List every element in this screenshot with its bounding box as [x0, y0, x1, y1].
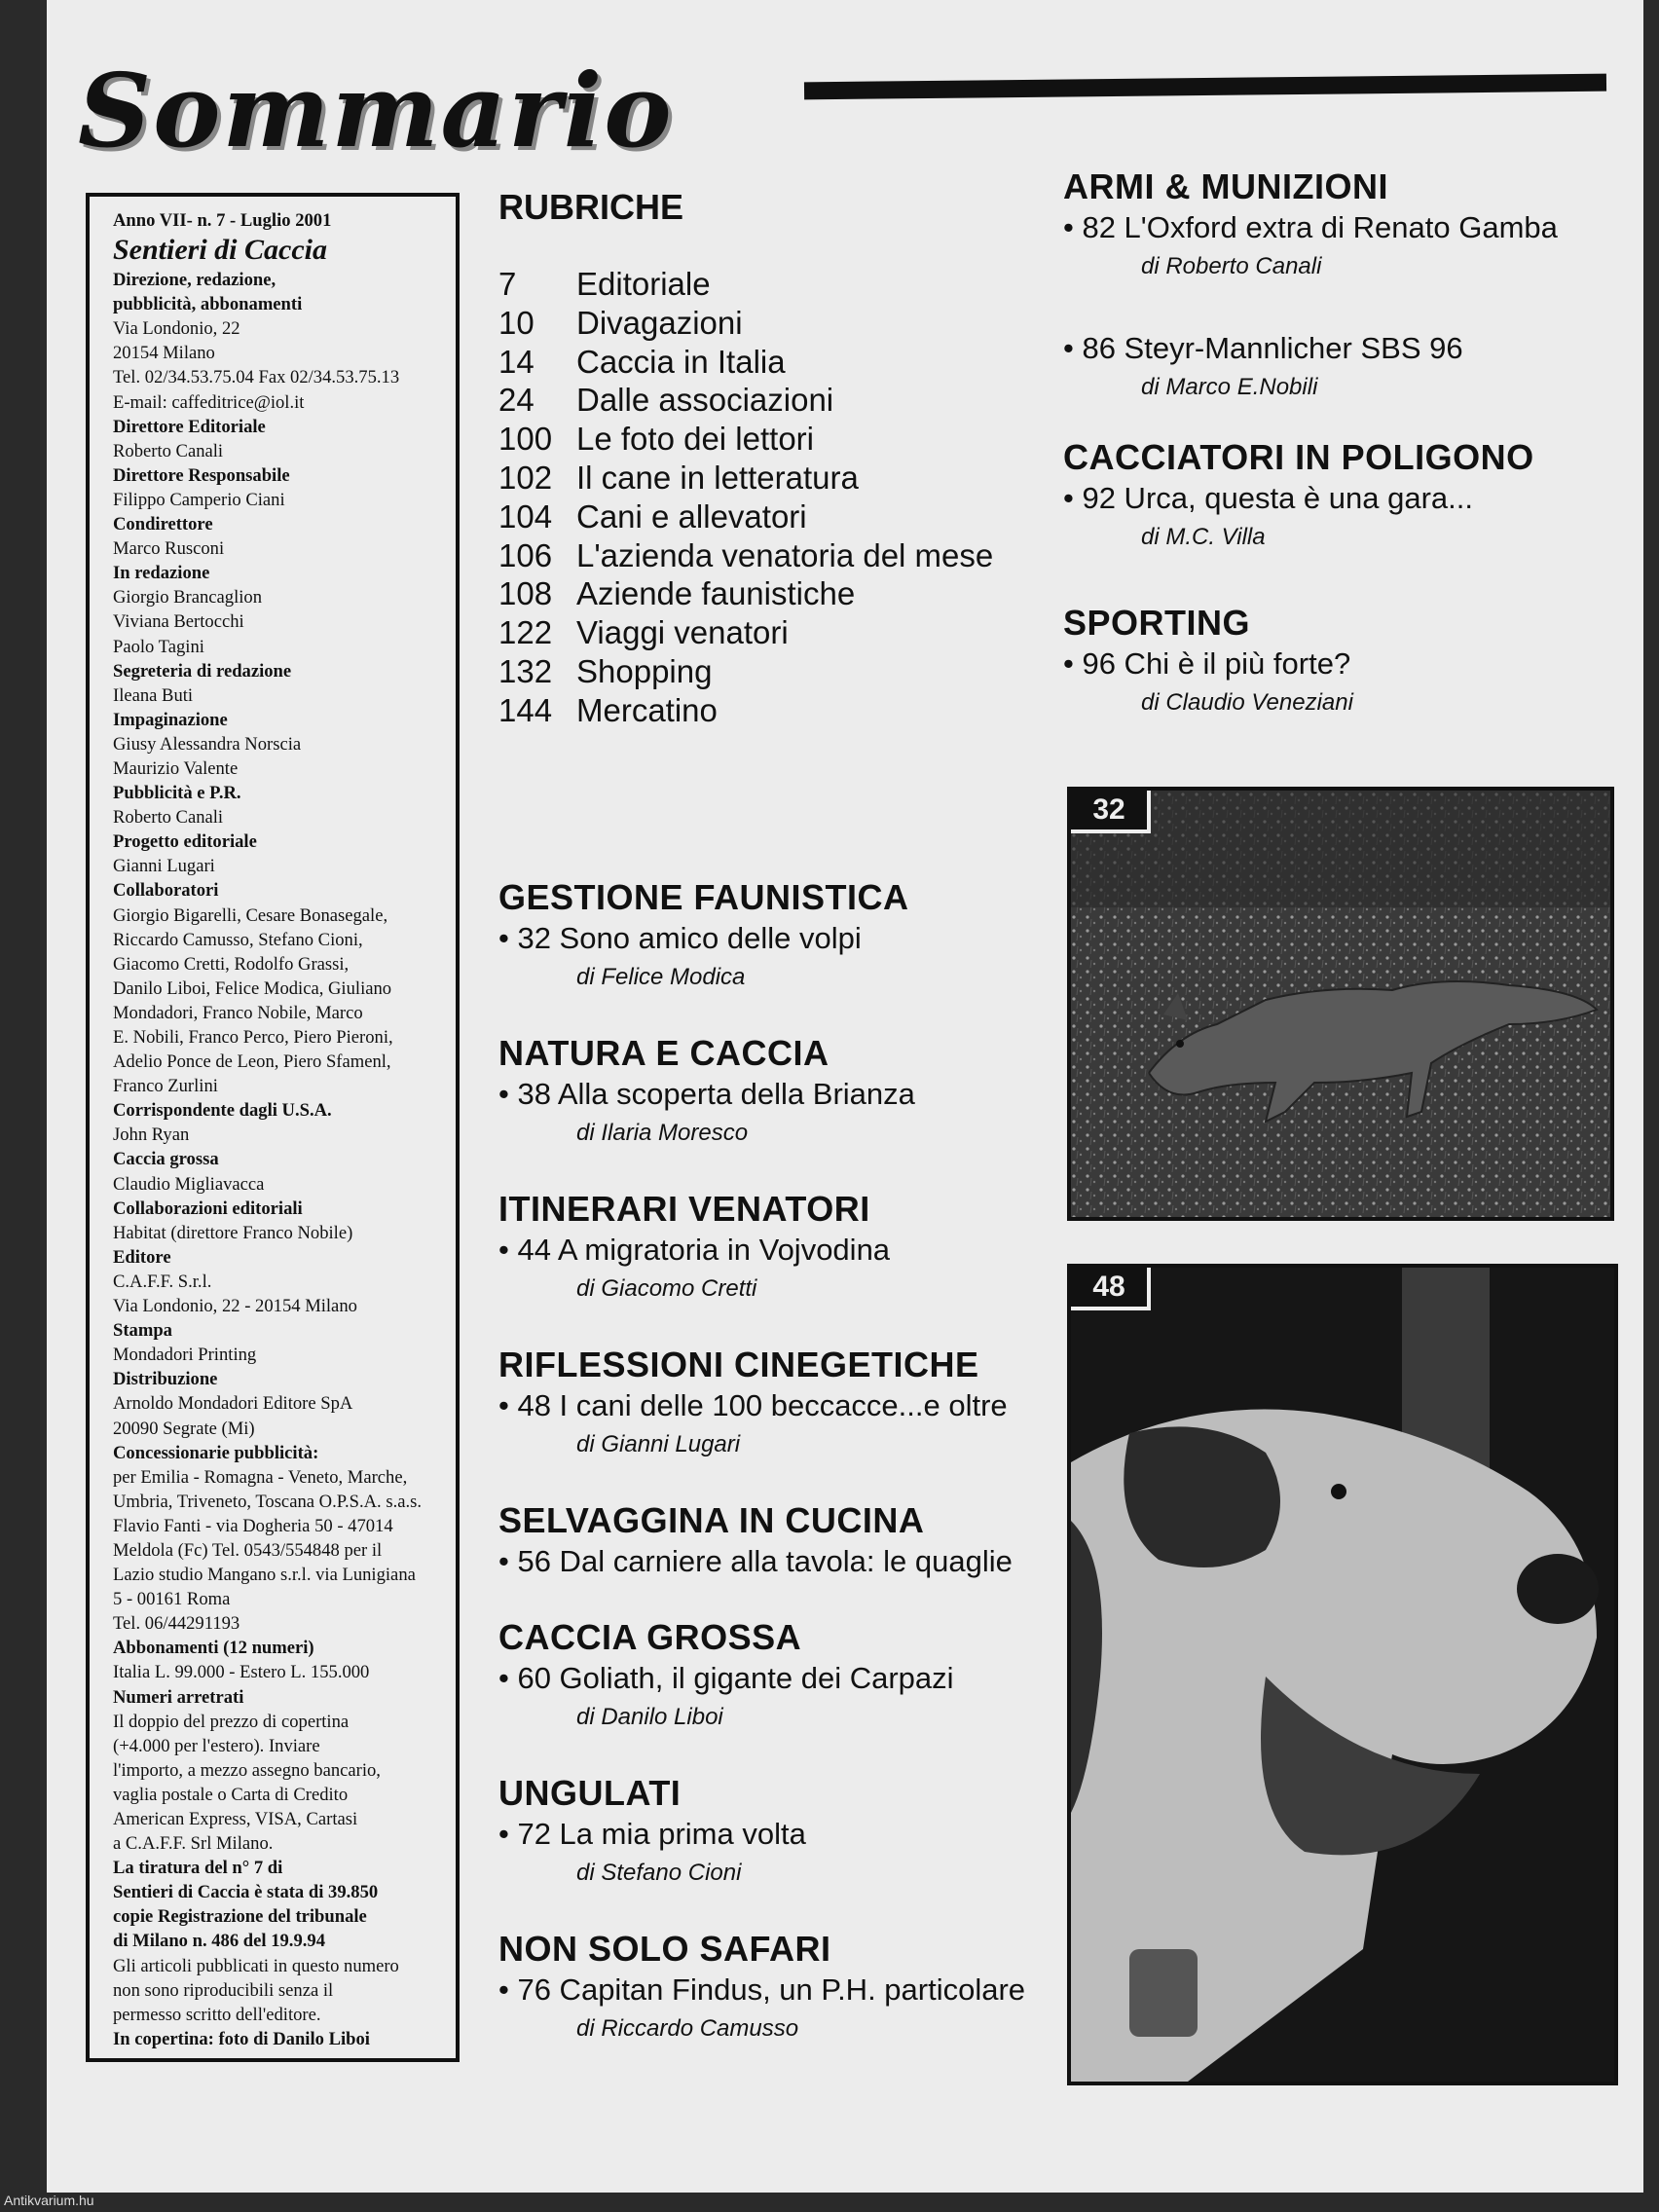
rubrica-title: Mercatino [576, 691, 718, 728]
masthead-text: Giacomo Cretti, Rodolfo Grassi, [113, 953, 350, 975]
article-entry[interactable]: • 82 L'Oxford extra di Renato Gamba [1063, 210, 1558, 244]
section-gestione-faunistica [498, 876, 909, 997]
rubrica-item[interactable] [498, 613, 993, 652]
rubrica-page-number: 104 [498, 498, 553, 535]
rubrica-page-number: 10 [498, 304, 535, 341]
masthead-label: Stampa [113, 1320, 172, 1342]
section-natura-caccia [498, 1032, 915, 1153]
section-non-solo-safari [498, 1928, 1025, 2048]
rubrica-item[interactable] [498, 381, 993, 420]
dog-image [1071, 1268, 1614, 2082]
masthead-box [86, 193, 460, 2062]
masthead-text: Habitat (direttore Franco Nobile) [113, 1222, 353, 1243]
dog-photo [1067, 1264, 1618, 2085]
article-entry[interactable]: • 96 Chi è il più forte? [1063, 646, 1351, 681]
rubrica-title: Viaggi venatori [576, 614, 789, 651]
masthead-text: Viviana Bertocchi [113, 611, 244, 633]
masthead-text: non sono riproducibili senza il [113, 1979, 334, 2001]
masthead-label: Sentieri di Caccia è stata di 39.850 [113, 1882, 379, 1903]
article-author: di Giacomo Cretti [576, 1275, 757, 1302]
masthead-text: Giorgio Bigarelli, Cesare Bonasegale, [113, 904, 388, 926]
masthead-text: Ileana Buti [113, 684, 194, 706]
masthead-label: Editore [113, 1246, 171, 1268]
rubrica-title: Dalle associazioni [576, 382, 834, 419]
rubrica-title: Il cane in letteratura [576, 459, 859, 496]
masthead-label: Collaboratori [113, 880, 219, 902]
fox-image [1071, 791, 1610, 1217]
page-title: Sommario [78, 51, 674, 170]
rubrica-page-number: 7 [498, 266, 517, 302]
article-entry[interactable]: • 48 I cani delle 100 beccacce...e oltre [498, 1388, 1008, 1422]
masthead-text: Adelio Ponce de Leon, Piero Sfamenl, [113, 1051, 391, 1073]
masthead-text: Gianni Lugari [113, 856, 215, 877]
section-heading: CACCIATORI IN POLIGONO [1063, 437, 1534, 477]
rubrica-page-number: 106 [498, 536, 553, 573]
masthead-label: Progetto editoriale [113, 831, 257, 853]
masthead-label: Anno VII- n. 7 - Luglio 2001 [113, 210, 332, 231]
masthead-label: Collaborazioni editoriali [113, 1198, 303, 1219]
rubrica-item[interactable] [498, 459, 993, 498]
masthead-label: Pubblicità e P.R. [113, 783, 241, 804]
section-heading: RIFLESSIONI CINEGETICHE [498, 1345, 979, 1384]
rubrica-title: Shopping [576, 652, 713, 689]
rubrica-item[interactable] [498, 304, 993, 343]
article-entry[interactable]: • 56 Dal carniere alla tavola: le quaglie [498, 1544, 1013, 1578]
masthead-text: Umbria, Triveneto, Toscana O.P.S.A. s.a.s. [113, 1491, 423, 1512]
masthead-label: Caccia grossa [113, 1149, 219, 1170]
masthead-text: l'importo, a mezzo assegno bancario, [113, 1759, 381, 1781]
article-author: di M.C. Villa [1141, 524, 1266, 550]
rubriche-list [498, 265, 993, 730]
masthead-text: permesso scritto dell'editore. [113, 2004, 321, 2025]
rubrica-title: Aziende faunistiche [576, 575, 856, 612]
rubrica-title: Caccia in Italia [576, 343, 786, 380]
article-author: di Marco E.Nobili [1141, 374, 1318, 400]
masthead-text: Roberto Canali [113, 807, 224, 829]
rubrica-item[interactable] [498, 652, 993, 691]
masthead-label: Distribuzione [113, 1369, 218, 1390]
masthead-text: Riccardo Camusso, Stefano Cioni, [113, 929, 363, 950]
masthead-label: Impaginazione [113, 709, 228, 730]
masthead-text: Marco Rusconi [113, 538, 225, 560]
rubrica-item[interactable] [498, 265, 993, 304]
masthead-text: Paolo Tagini [113, 636, 204, 657]
masthead-label: Direttore Responsabile [113, 464, 290, 486]
article-entry[interactable]: • 76 Capitan Findus, un P.H. particolare [498, 1972, 1026, 2007]
article-entry[interactable]: • 44 A migratoria in Vojvodina [498, 1233, 891, 1267]
article-entry[interactable]: • 92 Urca, questa è una gara... [1063, 481, 1473, 515]
masthead-text: Il doppio del prezzo di copertina [113, 1711, 350, 1732]
masthead-text: American Express, VISA, Cartasi [113, 1809, 358, 1829]
masthead-text: Lazio studio Mangano s.r.l. via Lunigiana [113, 1565, 416, 1586]
section-itinerari-venatori [498, 1188, 890, 1309]
rubrica-item[interactable] [498, 536, 993, 575]
masthead-label: Segreteria di redazione [113, 660, 292, 682]
masthead-text: Tel. 06/44291193 [113, 1613, 240, 1635]
masthead-text: Giorgio Brancaglion [113, 587, 263, 608]
masthead-text: E-mail: caffeditrice@iol.it [113, 391, 305, 413]
rubrica-title: L'azienda venatoria del mese [576, 536, 994, 573]
article-author: di Roberto Canali [1141, 253, 1322, 279]
masthead-logo: Sentieri di Caccia [113, 234, 327, 267]
masthead-text: Tel. 02/34.53.75.04 Fax 02/34.53.75.13 [113, 367, 400, 388]
rubrica-page-number: 108 [498, 575, 553, 612]
masthead-text: Franco Zurlini [113, 1076, 218, 1097]
masthead-text: Giusy Alessandra Norscia [113, 733, 302, 755]
masthead-text: 20090 Segrate (Mi) [113, 1418, 255, 1439]
masthead-text: Roberto Canali [113, 440, 224, 461]
masthead-label: Corrispondente dagli U.S.A. [113, 1100, 332, 1122]
rubrica-page-number: 102 [498, 459, 553, 496]
masthead-text: John Ryan [113, 1124, 190, 1146]
masthead-text: Maurizio Valente [113, 757, 239, 779]
masthead-text: C.A.F.F. S.r.l. [113, 1271, 212, 1292]
masthead-text: Via Londonio, 22 - 20154 Milano [113, 1296, 357, 1317]
masthead-text: a C.A.F.F. Srl Milano. [113, 1833, 274, 1855]
rubrica-page-number: 132 [498, 652, 553, 689]
masthead-label: Condirettore [113, 514, 213, 535]
masthead-label: Direttore Editoriale [113, 416, 266, 437]
section-heading: ITINERARI VENATORI [498, 1189, 870, 1229]
rubrica-title: Cani e allevatori [576, 498, 807, 535]
article-author: di Riccardo Camusso [576, 2015, 799, 2042]
masthead-label: In copertina: foto di Danilo Liboi [113, 2028, 370, 2049]
masthead-label: copie Registrazione del tribunale [113, 1906, 367, 1928]
section-caccia-grossa [498, 1616, 954, 1737]
section-heading: SELVAGGINA IN CUCINA [498, 1500, 925, 1540]
rubrica-item[interactable] [498, 420, 993, 459]
masthead-text: vaglia postale o Carta di Credito [113, 1784, 349, 1805]
section-heading: NATURA E CACCIA [498, 1033, 830, 1073]
article-author: di Stefano Cioni [576, 1860, 742, 1886]
section-heading: ARMI & MUNIZIONI [1063, 166, 1388, 206]
masthead-label: di Milano n. 486 del 19.9.94 [113, 1931, 325, 1952]
rubrica-page-number: 100 [498, 421, 553, 458]
article-entry[interactable]: • 38 Alla scoperta della Brianza [498, 1077, 915, 1111]
rubrica-item[interactable] [498, 498, 993, 536]
masthead-label: La tiratura del n° 7 di [113, 1858, 283, 1879]
section-heading: SPORTING [1063, 603, 1251, 643]
rubriche-heading: RUBRICHE [498, 187, 684, 227]
watermark-text: Antikvarium.hu [4, 2193, 94, 2208]
article-entry[interactable]: • 72 La mia prima volta [498, 1817, 806, 1851]
masthead-text: (+4.000 per l'estero). Inviare [113, 1735, 320, 1756]
fox-photo [1067, 787, 1614, 1221]
masthead-text: Claudio Migliavacca [113, 1173, 265, 1195]
masthead-label: Abbonamenti (12 numeri) [113, 1638, 314, 1659]
rubrica-title: Le foto dei lettori [576, 421, 814, 458]
article-author: di Felice Modica [576, 964, 746, 990]
rubrica-page-number: 14 [498, 343, 535, 380]
section-ungulati [498, 1772, 806, 1893]
rubrica-title: Divagazioni [576, 304, 743, 341]
section-selvaggina-cucina [498, 1499, 1013, 1581]
photo-page-badge: 48 [1071, 1268, 1151, 1310]
section-heading: NON SOLO SAFARI [498, 1929, 831, 1969]
section-armi-munizioni [1063, 166, 1558, 407]
section-cacciatori-poligono [1063, 436, 1534, 557]
masthead-text: Via Londonio, 22 [113, 318, 240, 340]
masthead-label: Direzione, redazione, [113, 270, 276, 291]
rubrica-item[interactable] [498, 691, 993, 730]
article-author: di Ilaria Moresco [576, 1120, 749, 1146]
masthead-text: Meldola (Fc) Tel. 0543/554848 per il [113, 1539, 383, 1561]
masthead-text: 20154 Milano [113, 343, 215, 364]
article-entry[interactable]: • 32 Sono amico delle volpi [498, 921, 862, 955]
rubrica-item[interactable] [498, 343, 993, 382]
masthead-text: E. Nobili, Franco Perco, Piero Pieroni, [113, 1027, 393, 1048]
rubrica-item[interactable] [498, 574, 993, 613]
rubrica-title: Editoriale [576, 266, 711, 302]
masthead-text: Italia L. 99.000 - Estero L. 155.000 [113, 1662, 370, 1683]
masthead-text: Mondadori, Franco Nobile, Marco [113, 1002, 363, 1023]
photo-page-badge: 32 [1071, 791, 1151, 833]
rubrica-page-number: 24 [498, 382, 535, 419]
masthead-label: In redazione [113, 563, 210, 584]
masthead-label: pubblicità, abbonamenti [113, 294, 303, 315]
masthead-text: Flavio Fanti - via Dogheria 50 - 47014 [113, 1515, 393, 1536]
masthead-text: per Emilia - Romagna - Veneto, Marche, [113, 1466, 408, 1488]
rubrica-page-number: 122 [498, 614, 553, 651]
masthead-text: Danilo Liboi, Felice Modica, Giuliano [113, 977, 392, 999]
masthead-text: Arnoldo Mondadori Editore SpA [113, 1393, 353, 1415]
masthead-text: Mondadori Printing [113, 1345, 257, 1366]
masthead-label: Concessionarie pubblicità: [113, 1442, 319, 1463]
article-entry[interactable]: • 60 Goliath, il gigante dei Carpazi [498, 1661, 954, 1695]
article-entry[interactable]: • 86 Steyr-Mannlicher SBS 96 [1063, 331, 1463, 365]
masthead-text: 5 - 00161 Roma [113, 1589, 231, 1610]
rubrica-page-number: 144 [498, 691, 553, 728]
article-author: di Gianni Lugari [576, 1431, 741, 1457]
section-heading: CACCIA GROSSA [498, 1617, 802, 1657]
masthead-text: Gli articoli pubblicati in questo numero [113, 1955, 399, 1976]
masthead-label: Numeri arretrati [113, 1686, 244, 1708]
masthead-text: Filippo Camperio Ciani [113, 489, 285, 510]
section-sporting [1063, 602, 1353, 722]
section-riflessioni-cinegetiche [498, 1344, 1008, 1464]
masthead-lines [113, 208, 456, 2051]
section-heading: GESTIONE FAUNISTICA [498, 877, 909, 917]
section-heading: UNGULATI [498, 1773, 682, 1813]
article-author: di Claudio Veneziani [1141, 689, 1353, 716]
article-author: di Danilo Liboi [576, 1704, 723, 1730]
